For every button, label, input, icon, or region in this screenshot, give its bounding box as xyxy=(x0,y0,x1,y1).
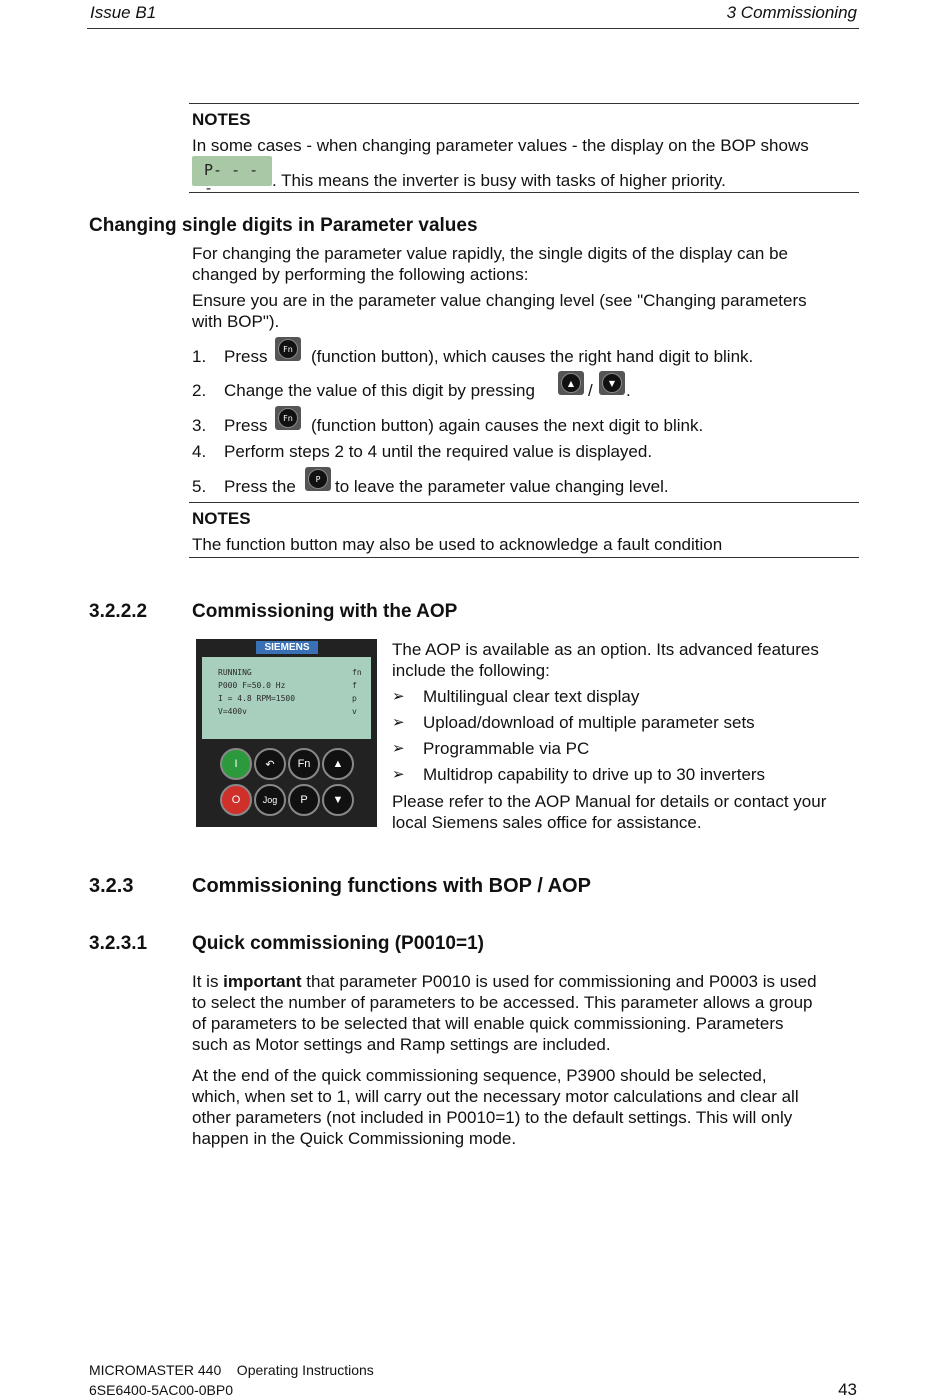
step-text-post: (function button), which causes the right hand digit to blink. xyxy=(311,347,754,366)
down-button-icon: ▼ xyxy=(599,371,625,395)
section-title-323: Commissioning functions with BOP / AOP xyxy=(192,875,591,897)
quick-para2-line3: other parameters (not included in P0010=1) to the default settings. This will only xyxy=(192,1108,793,1127)
aop-outro-line2: local Siemens sales office for assistance. xyxy=(392,813,702,832)
notes1-line1: In some cases - when changing parameter values - the display on the BOP shows xyxy=(192,136,809,155)
lcd-right: fn xyxy=(352,668,362,677)
aop-jog-key: Jog xyxy=(254,784,286,816)
bullet-arrow-icon: ➢ xyxy=(392,714,405,731)
bullet-arrow-icon: ➢ xyxy=(392,766,405,783)
p-button-icon: P xyxy=(305,467,331,491)
aop-reverse-key: ↶ xyxy=(254,748,286,780)
section-number-3231: 3.2.3.1 xyxy=(89,933,148,954)
step-text-pre: Press the xyxy=(224,477,296,496)
aop-panel-image xyxy=(196,639,377,827)
step-text-pre: Change the value of this digit by pressing xyxy=(224,381,535,400)
aop-up-key: ▲ xyxy=(322,748,354,780)
aop-lcd xyxy=(202,657,371,739)
function-button-icon: Fn xyxy=(275,406,301,430)
aop-intro-line1: The AOP is available as an option. Its advanced features xyxy=(392,640,819,659)
quick-para1-line2: to select the number of parameters to be accessed. This parameter allows a group xyxy=(192,993,813,1012)
aop-feature-item: Multidrop capability to drive up to 30 inverters xyxy=(423,765,766,784)
notes1-line2: . This means the inverter is busy with tasks of higher priority. xyxy=(272,171,726,190)
up-button-icon: ▲ xyxy=(558,371,584,395)
notes2-top-rule xyxy=(189,502,859,503)
section-title-aop: Commissioning with the AOP xyxy=(192,601,458,622)
lcd-line: P000 F=50.0 Hz xyxy=(218,681,286,690)
quick-para2-line4: happen in the Quick Commissioning mode. xyxy=(192,1129,517,1148)
step-separator: / xyxy=(588,381,593,400)
lcd-right: p xyxy=(352,694,357,703)
quick-para1-line4: such as Motor settings and Ramp settings are included. xyxy=(192,1035,611,1054)
lcd-line: I = 4.8 RPM=1500 xyxy=(218,694,296,703)
aop-outro-line1: Please refer to the AOP Manual for details or contact your xyxy=(392,792,827,811)
aop-feature-item: Multilingual clear text display xyxy=(423,687,640,706)
header-chapter: 3 Commissioning xyxy=(726,3,857,22)
section-title-3231: Quick commissioning (P0010=1) xyxy=(192,933,484,954)
lcd-line: RUNNING xyxy=(218,668,252,677)
lcd-right: f xyxy=(352,681,357,690)
digits-para2-line2: with BOP"). xyxy=(192,312,280,331)
step-text: Perform steps 2 to 4 until the required value is displayed. xyxy=(224,442,653,461)
step-text-post: . xyxy=(626,381,631,400)
step-number: 1. xyxy=(192,347,207,366)
aop-down-key: ▼ xyxy=(322,784,354,816)
bullet-arrow-icon: ➢ xyxy=(392,740,405,757)
siemens-logo: SIEMENS xyxy=(256,641,318,654)
quick-para1-line3: of parameters to be selected that will enable quick commissioning. Parameters xyxy=(192,1014,784,1033)
page-number: 43 xyxy=(838,1380,857,1399)
step-number: 2. xyxy=(192,381,207,400)
header-rule xyxy=(87,28,859,29)
digits-para1-line1: For changing the parameter value rapidly, the single digits of the display can be xyxy=(192,244,788,263)
notes1-bottom-rule xyxy=(189,192,859,193)
function-button-icon: Fn xyxy=(275,337,301,361)
notes2-title: NOTES xyxy=(192,509,251,528)
notes2-bottom-rule xyxy=(189,557,859,558)
section-number-323: 3.2.3 xyxy=(89,875,134,897)
step-text-pre: Press xyxy=(224,347,268,366)
footer-product: MICROMASTER 440 Operating Instructions xyxy=(89,1362,374,1378)
notes1-top-rule xyxy=(189,103,859,104)
aop-fn-key: Fn xyxy=(288,748,320,780)
aop-intro-line2: include the following: xyxy=(392,661,550,680)
step-number: 3. xyxy=(192,416,207,435)
aop-feature-item: Programmable via PC xyxy=(423,739,590,758)
notes1-title: NOTES xyxy=(192,110,251,129)
digits-para2-line1: Ensure you are in the parameter value changing level (see "Changing parameters xyxy=(192,291,807,310)
step-text-post: to leave the parameter value changing level. xyxy=(335,477,669,496)
aop-off-key: O xyxy=(220,784,252,816)
section-number-aop: 3.2.2.2 xyxy=(89,601,148,622)
footer-order-number: 6SE6400-5AC00-0BP0 xyxy=(89,1382,233,1398)
bop-display-text: P- - - - xyxy=(204,161,259,197)
lcd-line: V=400v xyxy=(218,707,247,716)
quick-para2-line2: which, when set to 1, will carry out the necessary motor calculations and clear all xyxy=(192,1087,799,1106)
section-heading-digits: Changing single digits in Parameter values xyxy=(89,215,478,236)
digits-para1-line2: changed by performing the following actions: xyxy=(192,265,529,284)
step-text-pre: Press xyxy=(224,416,268,435)
step-number: 4. xyxy=(192,442,207,461)
aop-on-key: I xyxy=(220,748,252,780)
lcd-right: v xyxy=(352,707,357,716)
header-issue: Issue B1 xyxy=(90,3,157,22)
aop-feature-item: Upload/download of multiple parameter sets xyxy=(423,713,755,732)
notes2-text: The function button may also be used to acknowledge a fault condition xyxy=(192,535,723,554)
bullet-arrow-icon: ➢ xyxy=(392,688,405,705)
quick-para2-line1: At the end of the quick commissioning sequence, P3900 should be selected, xyxy=(192,1066,767,1085)
step-number: 5. xyxy=(192,477,207,496)
quick-para1-line1: It is important that parameter P0010 is used for commissioning and P0003 is used xyxy=(192,972,817,991)
bop-busy-display xyxy=(192,156,272,197)
step-text-post: (function button) again causes the next digit to blink. xyxy=(311,416,704,435)
aop-p-key: P xyxy=(288,784,320,816)
